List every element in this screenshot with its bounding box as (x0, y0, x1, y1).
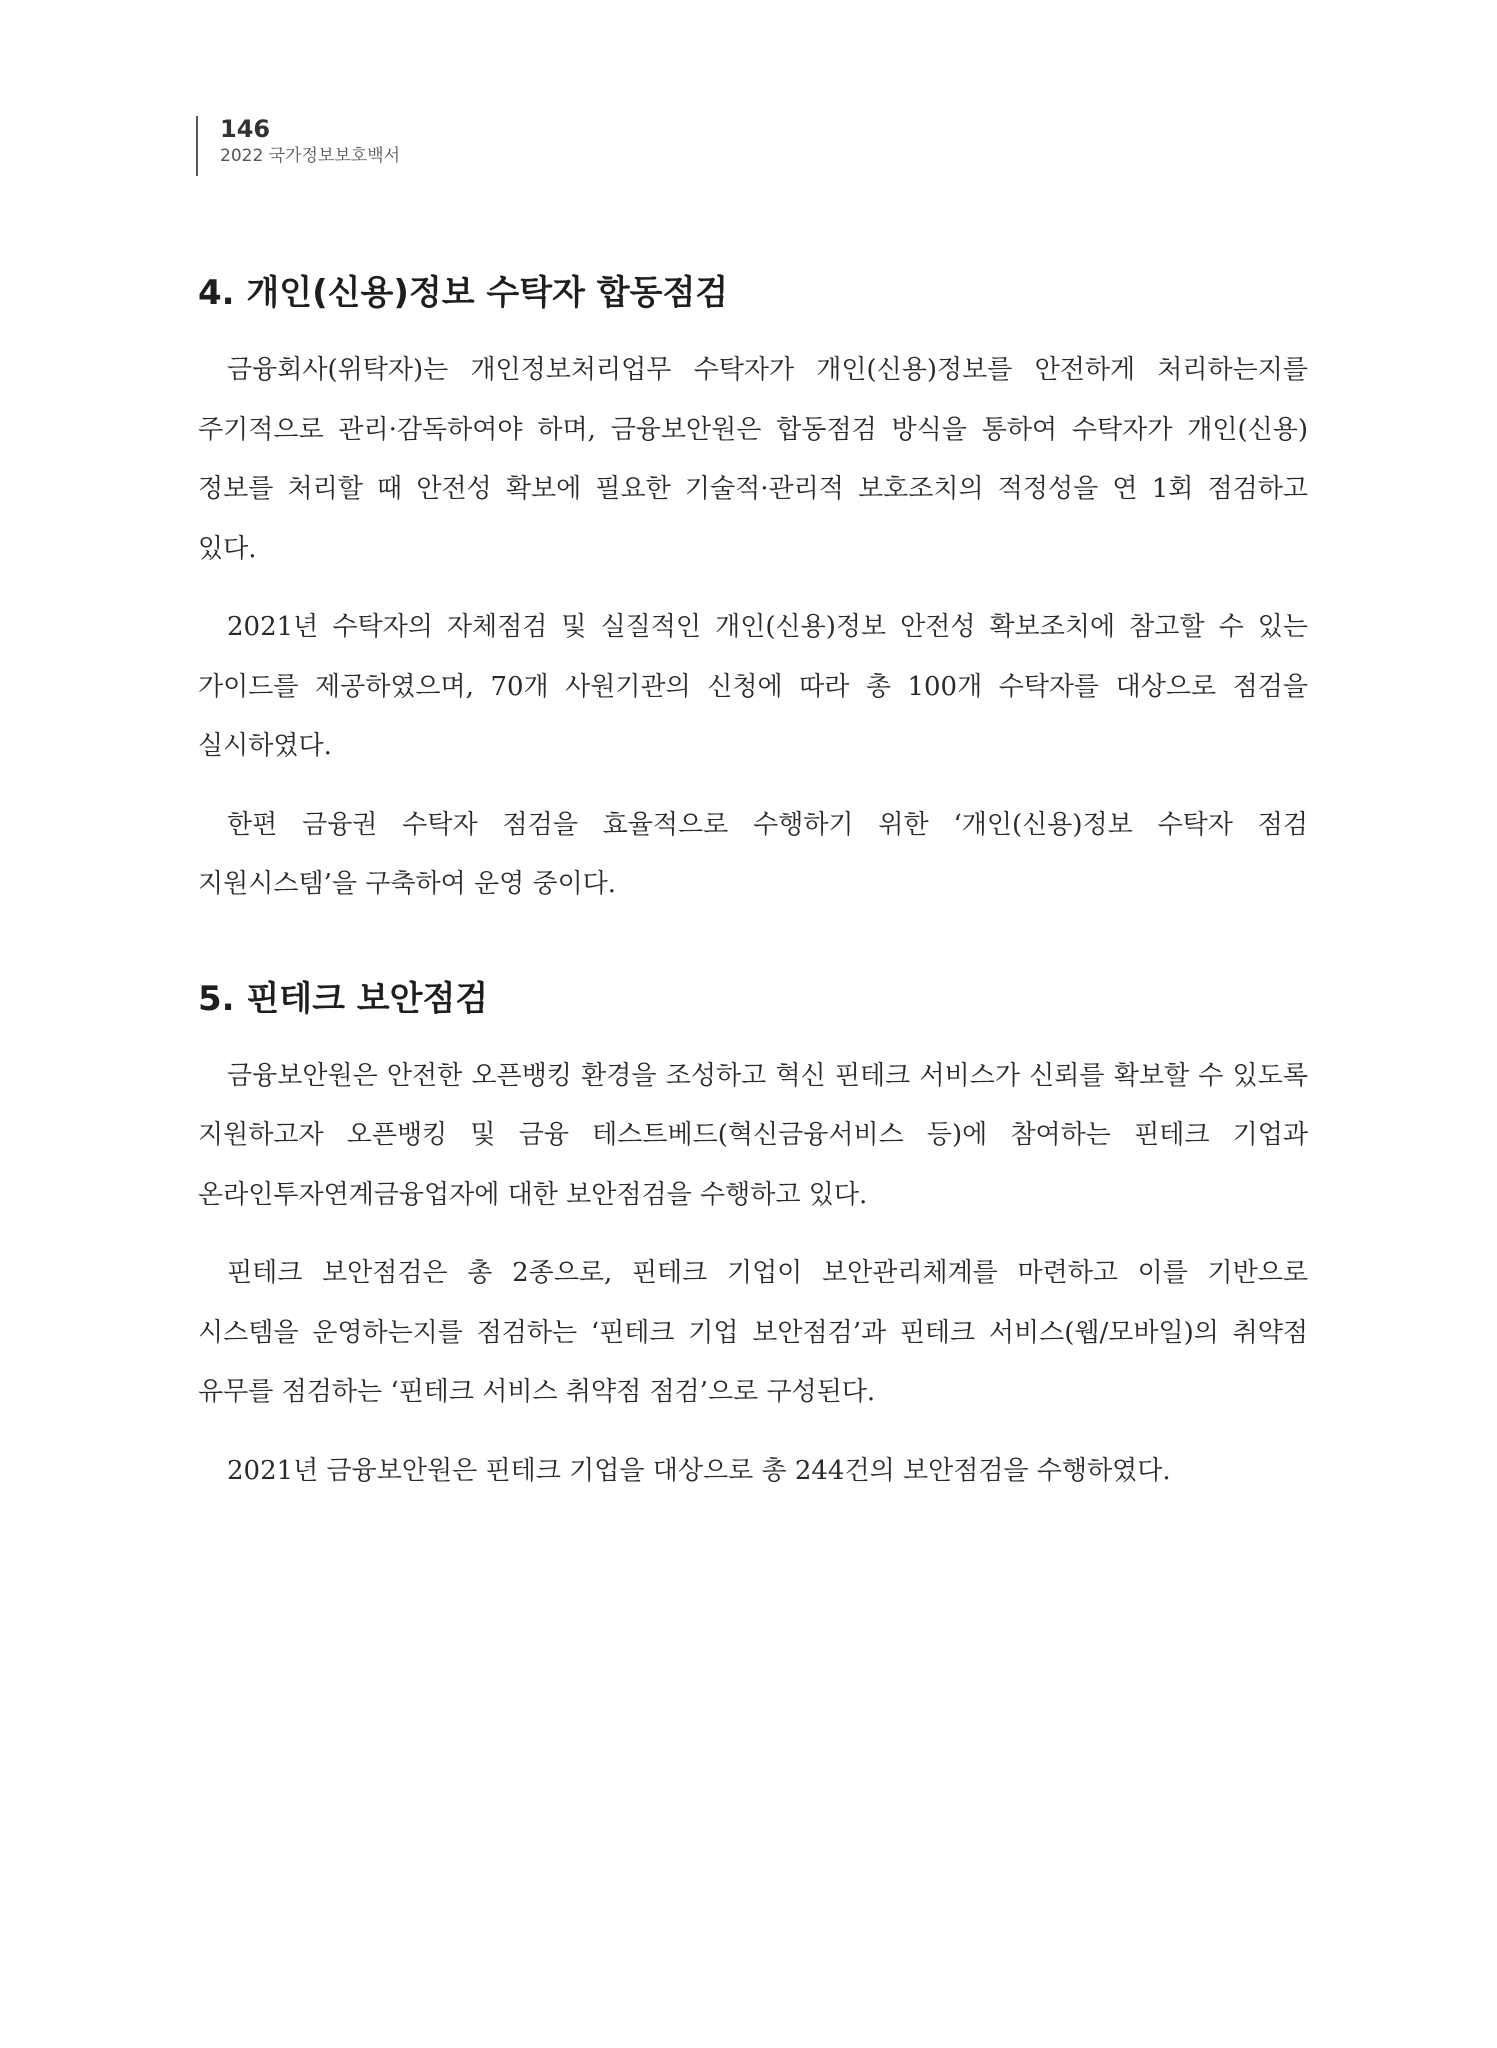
paragraph: 한편 금융권 수탁자 점검을 효율적으로 수행하기 위한 ‘개인(신용)정보 수탁자 점검 지원시스템’을 구축하여 운영 중이다. (198, 809, 1308, 899)
running-title: 2022 국가정보보호백서 (220, 146, 401, 166)
section-heading: 5. 핀테크 보안점검 (198, 978, 489, 1019)
page-content (198, 265, 1308, 1520)
paragraph: 금융보안원은 안전한 오픈뱅킹 환경을 조성하고 혁신 핀테크 서비스가 신뢰를 확보할 수 있도록 지원하고자 오픈뱅킹 및 금융 테스트베드(혁신금융서비스 등)에 참여하는 핀테크 기업과 온라인투자연계금융업자에 대한 보안점검을 수행하고 있다. (198, 1060, 1308, 1210)
paragraph: 2021년 금융보안원은 핀테크 기업을 대상으로 총 244건의 보안점검을 수행하였다. (227, 1455, 1171, 1486)
paragraph: 핀테크 보안점검은 총 2종으로, 핀테크 기업이 보안관리체계를 마련하고 이를 기반으로 시스템을 운영하는지를 점검하는 ‘핀테크 기업 보안점검’과 핀테크 서비스(웹/모바일)의 취약점 유무를 점검하는 ‘핀테크 서비스 취약점 점검’으로 구성된다. (198, 1258, 1308, 1407)
section-fiduciary-joint-inspection (198, 265, 1308, 915)
page-header (196, 116, 400, 176)
paragraph: 금융회사(위탁자)는 개인정보처리업무 수탁자가 개인(신용)정보를 안전하게 처리하는지를 주기적으로 관리·감독하여야 하며, 금융보안원은 합동점검 방식을 통하여 수탁자가 개인(신용)정보를 처리할 때 안전성 확보에 필요한 기술적·관리적 보호조치의 적정성을 연 1회 점검하고 있다. (198, 355, 1308, 564)
section-heading: 4. 개인(신용)정보 수탁자 합동점검 (198, 273, 729, 313)
page-number: 146 (220, 115, 271, 143)
paragraph: 2021년 수탁자의 자체점검 및 실질적인 개인(신용)정보 안전성 확보조치에 참고할 수 있는 가이드를 제공하였으며, 70개 사원기관의 신청에 따라 총 100개 수탁자를 대상으로 점검을 실시하였다. (198, 612, 1308, 761)
section-fintech-security-inspection (198, 971, 1308, 1502)
